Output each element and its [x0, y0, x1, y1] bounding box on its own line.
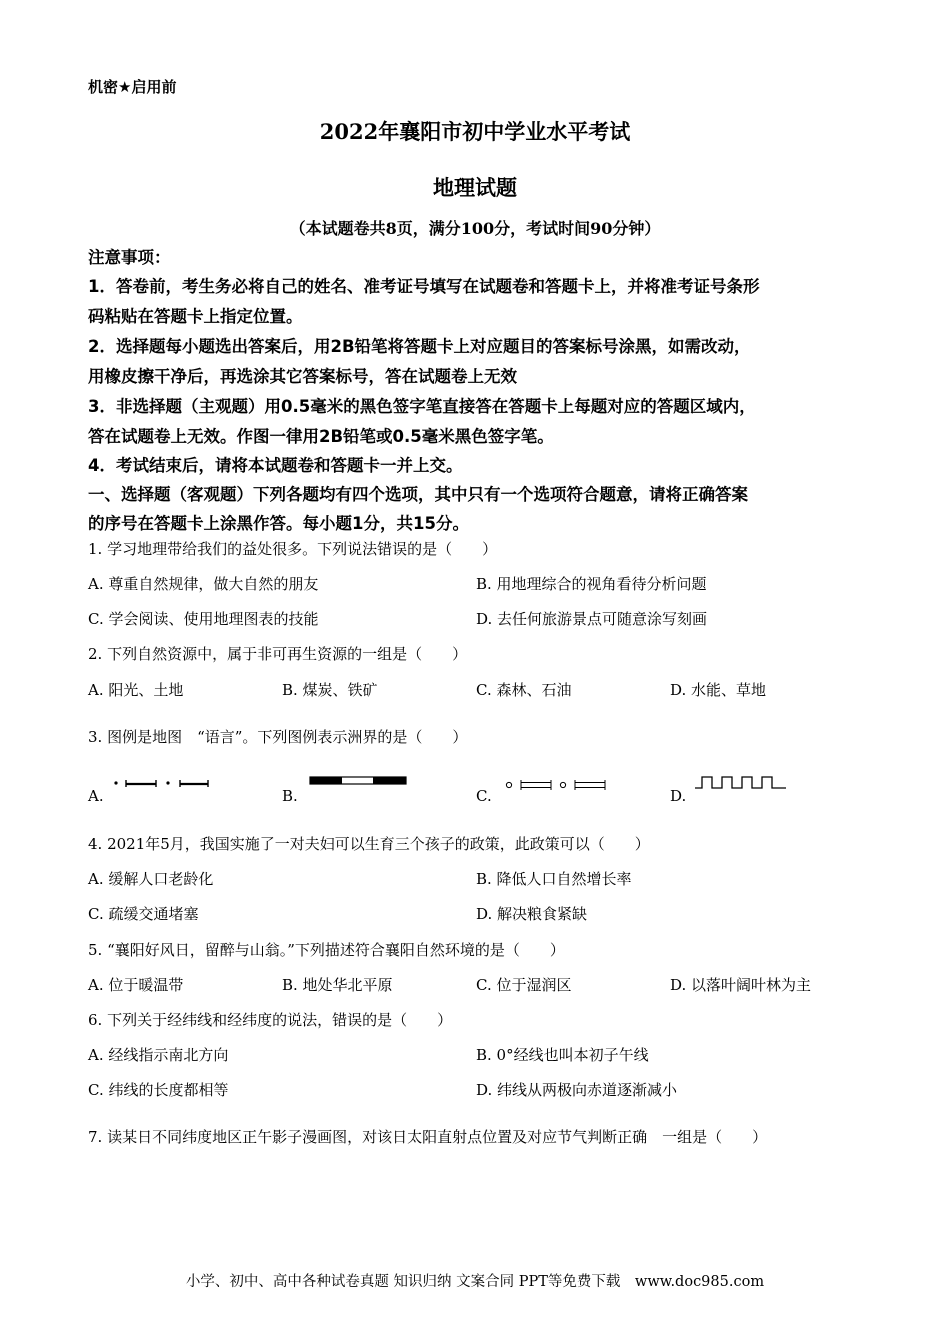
option-d: D. 解决粮食紧缺	[476, 905, 588, 923]
page-footer: 小学、初中、高中各种试卷真题 知识归纳 文案合同 PPT等免费下载 www.doc985.com	[185, 1274, 765, 1290]
question-stem: 7. 读某日不同纬度地区正午影子漫画图，对该日太阳直射点位置及对应节气判断正确 一组是（ ）	[88, 1128, 768, 1146]
legend-symbol-circle-dash	[505, 779, 607, 791]
option-c: C. 学会阅读、使用地理图表的技能	[88, 610, 319, 628]
legend-symbol-dot-dash	[112, 778, 212, 790]
option-c: C. 位于湿润区	[476, 976, 572, 994]
notes-line: 4．考试结束后，请将本试题卷和答题卡一并上交。	[88, 456, 463, 475]
notes-line: 1．答卷前，考生务必将自己的姓名、准考证号填写在试题卷和答题卡上，并将准考证号条形	[88, 277, 760, 296]
question-stem: 4. 2021年5月，我国实施了一对夫妇可以生育三个孩子的政策，此政策可以（ ）	[88, 835, 650, 853]
option-c: C. 纬线的长度都相等	[88, 1081, 229, 1099]
option-c: C.	[476, 787, 492, 805]
notes-line: 答在试题卷上无效。作图一律用2B铅笔或0.5毫米黑色签字笔。	[88, 427, 554, 446]
option-b: B. 用地理综合的视角看待分析问题	[476, 575, 707, 593]
question-stem: 2. 下列自然资源中，属于非可再生资源的一组是（ ）	[88, 645, 468, 663]
option-b: B. 地处华北平原	[282, 976, 393, 994]
option-a: A.	[88, 787, 104, 805]
option-b: B.	[282, 787, 298, 805]
section-instruction: 一、选择题（客观题）下列各题均有四个选项，其中只有一个选项符合题意，请将正确答案	[88, 485, 748, 504]
option-a: A. 经线指示南北方向	[88, 1046, 229, 1064]
option-b: B. 煤炭、铁矿	[282, 681, 378, 699]
option-a: A. 缓解人口老龄化	[88, 870, 214, 888]
notes-line: 码粘贴在答题卡上指定位置。	[88, 307, 303, 326]
legend-symbol-square-wave	[694, 774, 788, 790]
exam-title: 2022年襄阳市初中学业水平考试	[319, 119, 631, 144]
section-instruction: 的序号在答题卡上涂黑作答。每小题1分，共15分。	[88, 514, 469, 533]
option-b: B. 0°经线也叫本初子午线	[476, 1046, 649, 1064]
option-d: D. 以落叶阔叶林为主	[670, 976, 812, 994]
notes-line: 3．非选择题（主观题）用0.5毫米的黑色签字笔直接答在答题卡上每题对应的答题区域内，	[88, 397, 756, 416]
question-stem: 6. 下列关于经纬线和经纬度的说法，错误的是（ ）	[88, 1011, 453, 1029]
question-stem: 1. 学习地理带给我们的益处很多。下列说法错误的是（ ）	[88, 540, 498, 558]
exam-info: （本试题卷共8页，满分100分，考试时间90分钟）	[289, 219, 661, 238]
subject-title: 地理试题	[433, 175, 517, 200]
option-c: C. 疏缓交通堵塞	[88, 905, 199, 923]
notes-line: 用橡皮擦干净后，再选涂其它答案标号，答在试题卷上无效	[88, 367, 517, 386]
question-stem: 5. “襄阳好风日，留醉与山翁。”下列描述符合襄阳自然环境的是（ ）	[88, 941, 565, 959]
notes-line: 2．选择题每小题选出答案后，用2B铅笔将答题卡上对应题目的答案标号涂黑，如需改动，	[88, 337, 751, 356]
confidential-label: 机密★启用前	[88, 78, 177, 96]
option-d: D. 纬线从两极向赤道逐渐减小	[476, 1081, 678, 1099]
question-stem: 3. 图例是地图 “语言”。下列图例表示洲界的是（ ）	[88, 728, 468, 746]
option-a: A. 阳光、土地	[88, 681, 184, 699]
option-a: A. 尊重自然规律，做大自然的朋友	[88, 575, 319, 593]
option-c: C. 森林、石油	[476, 681, 572, 699]
option-a: A. 位于暖温带	[88, 976, 184, 994]
option-d: D.	[670, 787, 687, 805]
option-d: D. 去任何旅游景点可随意涂写刻画	[476, 610, 708, 628]
notes-heading: 注意事项：	[88, 248, 171, 267]
legend-symbol-railway	[309, 776, 407, 786]
option-b: B. 降低人口自然增长率	[476, 870, 632, 888]
option-d: D. 水能、草地	[670, 681, 767, 699]
